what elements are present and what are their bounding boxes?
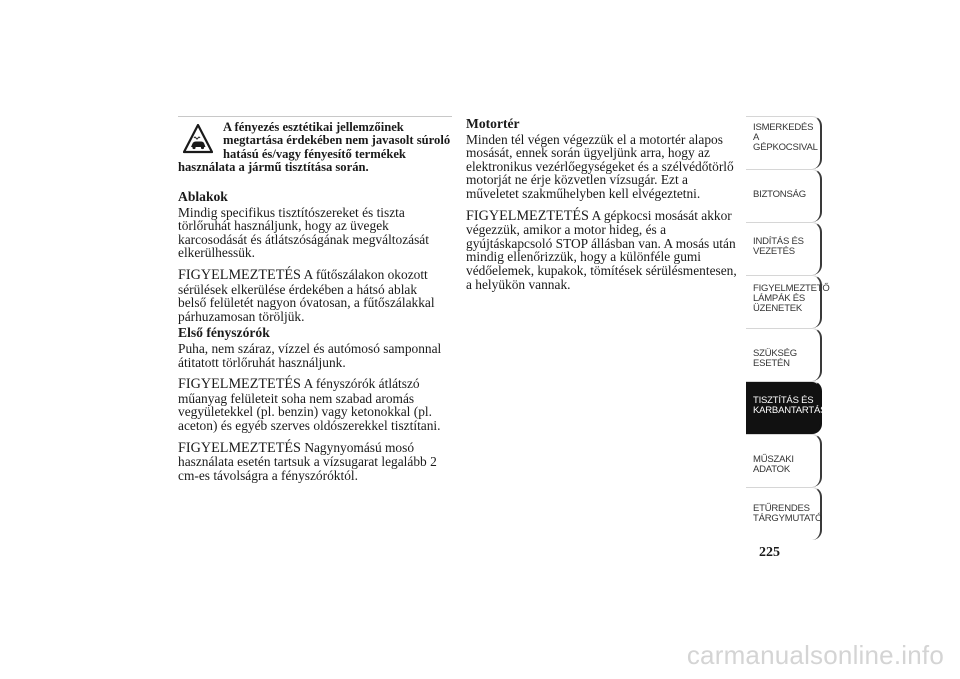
motorter-warning-label: FIGYELMEZTETÉS [466, 207, 589, 224]
ablakok-warning-label: FIGYELMEZTETÉS [178, 266, 301, 283]
motorter-heading: Motortér [466, 116, 520, 131]
left-column [178, 190, 448, 482]
nav-tab-label: SZÜKSÉG ESETÉN [753, 348, 797, 369]
ablakok-text: Mindig specifikus tisztítószereket és tiszta törlőruhát használjunk, hogy az üvegek karcosodását és átlátszóságának megváltozását elkerülhessük. [178, 204, 429, 261]
nav-tab-szukseg[interactable] [746, 328, 822, 381]
right-column [466, 117, 738, 291]
warning-note [178, 121, 452, 175]
nav-tab-label: MŰSZAKI ADATOK [753, 454, 794, 475]
top-rule [178, 116, 452, 117]
ablakok-heading: Ablakok [178, 189, 228, 204]
warning-car-icon [183, 124, 213, 154]
watermark: carmanualsonline.info [686, 640, 944, 670]
ablakok-warning-text: A fűtőszálakon okozott sérülések elkerülése érdekében a hátsó ablak belső felületét nagyon óvatosan, a fűtőszálakkal párhuzamosan töröljük. [178, 266, 435, 324]
fenyszorok-warning-text: A fényszórók átlátszó műanyag felületeit soha nem szabad aromás vegyületekkel (pl. benzin) vagy ketonokkal (pl. aceton) és egyéb szerves oldószerekkel tisztítani. [178, 376, 441, 433]
moso-warning [178, 441, 448, 483]
fenyszorok-warning-label: FIGYELMEZTETÉS [178, 376, 301, 393]
page-number: 225 [759, 545, 780, 560]
motorter-text: Minden tél végen végezzük el a motortér alapos mosását, ennek során ügyeljünk arra, hogy az elektronikus vezérlőegységeket és a szélvédőtörlő motorját ne érje közvetlen vízsugár. Ezt a műveletet szakműhelyben kell elvégeztetni. [466, 131, 734, 201]
nav-tab-biztonsag[interactable] [746, 169, 822, 222]
motorter-warning-text: A gépkocsi mosását akkor végezzük, amikor a motor hideg, és a gyújtáskapcsoló STOP állásban van. A mosás után mindig ellenőrizzük, hogy a különféle gumi védőelemek, kupakok, tömítések sérülésmentesen, a helyükön vannak. [466, 207, 737, 292]
moso-warning-text: Nagynyomású mosó használata esetén tartsuk a vízsugarat legalább 2 cm-es távolságra a fényszóróktól. [178, 439, 437, 483]
nav-tab-targymutato[interactable] [746, 487, 822, 540]
nav-tab-label: INDÍTÁS ÉS VEZETÉS [753, 236, 804, 257]
nav-tab-ismerkedes[interactable] [746, 116, 822, 169]
fenyszorok-heading: Első fényszórók [178, 325, 270, 341]
nav-tab-label: ISMERKEDÉS A GÉPKOCSIVAL [753, 122, 818, 153]
fenyszorok-warning [178, 377, 448, 432]
warning-note-text: A fényezés esztétikai jellemzőinek megtartása érdekében nem javasolt súroló hatású és/vagy fényesítő termékek használata a jármű tisztítása során. [178, 120, 451, 175]
nav-tab-muszaki[interactable] [746, 434, 822, 487]
moso-warning-label: FIGYELMEZTETÉS [178, 439, 301, 456]
nav-tab-label: BIZTONSÁG [753, 189, 806, 200]
fenyszorok-text: Puha, nem száraz, vízzel és autómosó samponnal átitatott törlőruhát használjunk. [178, 340, 442, 370]
ablakok-warning [178, 268, 448, 323]
nav-tab-tisztitas[interactable] [746, 381, 827, 434]
nav-tab-label: TISZTÍTÁS ÉS KARBANTARTÁS [753, 395, 827, 416]
nav-tab-inditas[interactable] [746, 222, 822, 275]
nav-tab-label: ETŰRENDES TÁRGYMUTATÓ [753, 503, 823, 524]
chapter-nav [746, 116, 830, 540]
motorter-warning [466, 209, 738, 292]
nav-tab-label: FIGYELMEZTETŐ LÁMPÁK ÉS ÜZENETEK [753, 283, 830, 314]
nav-tab-figyelmezteto[interactable] [746, 275, 830, 328]
